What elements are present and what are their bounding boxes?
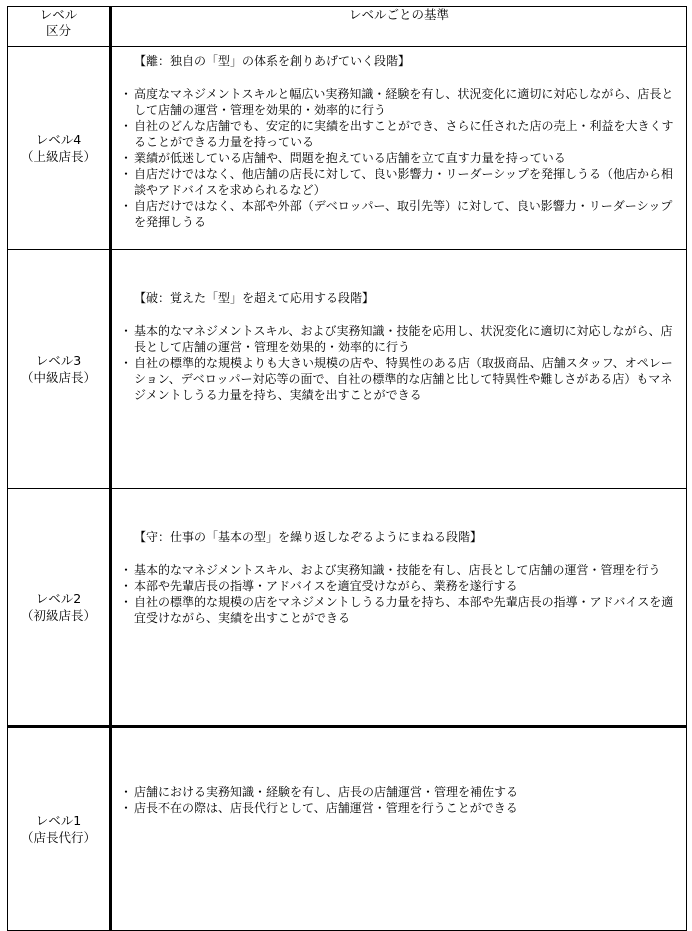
level-column-header-line1: レベル <box>39 7 78 22</box>
level-label-cell <box>8 489 111 727</box>
stage-heading: 【離：独自の「型」の体系を創りあげていく段階】 <box>134 54 411 68</box>
criteria-list <box>118 86 680 230</box>
stage-heading: 【破：覚えた「型」を超えて応用する段階】 <box>134 291 375 305</box>
level-criteria-cell <box>111 47 687 250</box>
bullet-icon: ・ <box>120 199 133 213</box>
level-name: レベル2 <box>35 591 82 606</box>
level-criteria-cell <box>111 250 687 489</box>
level-column-header-line2: 区分 <box>45 23 71 38</box>
criteria-item: ・ 自社の標準的な規模よりも大きい規模の店や、特異性のある店（取扱商品、店舗スタッフ、オペレーション、デベロッパー対応等の面で、自社の標準的な店舗と比して特異性や難しさがある店）もマネジメントしうる力量を持ち、実績を出すことができる <box>120 356 673 402</box>
bullet-icon: ・ <box>120 324 133 338</box>
level-label-cell <box>8 727 111 931</box>
level-row <box>8 489 687 727</box>
criteria-item: ・ 店長不在の際は、店長代行として、店舗運営・管理を行うことができる <box>120 801 518 815</box>
criteria-item: ・ 本部や先輩店長の指導・アドバイスを適宜受けながら、業務を遂行する <box>120 579 518 593</box>
criteria-item: ・ 業績が低迷している店舗や、問題を抱えている店舗を立て直す力量を持っている <box>120 151 566 165</box>
level-criteria-cell <box>111 727 687 931</box>
level-label-cell <box>8 47 111 250</box>
bullet-icon: ・ <box>120 167 133 181</box>
level-name: レベル4 <box>35 132 82 147</box>
bullet-icon: ・ <box>120 87 133 101</box>
criteria-item: ・ 店舗における実務知識・経験を有し、店長の店舗運営・管理を補佐する <box>120 785 519 799</box>
criteria-list <box>118 323 680 403</box>
bullet-icon: ・ <box>120 801 133 815</box>
bullet-icon: ・ <box>120 595 133 609</box>
criteria-item: ・ 高度なマネジメントスキルと幅広い実務知識・経験を有し、状況変化に適切に対応しながら、店長として店舗の運営・管理を効果的・効率的に行う <box>120 87 674 117</box>
criteria-item: ・ 自社のどんな店舗でも、安定的に実績を出すことができ、さらに任された店の売上・利益を大きくすることができる力量を持っている <box>120 119 674 149</box>
level-row <box>8 47 687 250</box>
level-criteria-table <box>7 6 687 931</box>
bullet-icon: ・ <box>120 563 133 577</box>
header-row <box>8 7 687 47</box>
criteria-list <box>118 562 680 626</box>
criteria-item: ・ 自店だけではなく、他店舗の店長に対して、良い影響力・リーダーシップを発揮しうる（他店から相談やアドバイスを求められるなど） <box>120 167 674 197</box>
criteria-item: ・ 基本的なマネジメントスキル、および実務知識・技能を有し、店長として店舗の運営・管理を行う <box>120 563 661 577</box>
bullet-icon: ・ <box>120 119 133 133</box>
criteria-item: ・ 自社の標準的な規模の店をマネジメントしうる力量を持ち、本部や先輩店長の指導・アドバイスを適宜受けながら、実績を出すことができる <box>120 595 674 625</box>
bullet-icon: ・ <box>120 579 133 593</box>
level-label-cell <box>8 250 111 489</box>
stage-heading: 【守：仕事の「基本の型」を繰り返しなぞるようにまねる段階】 <box>134 530 483 544</box>
level-criteria-cell <box>111 489 687 727</box>
level-row <box>8 250 687 489</box>
level-row <box>8 727 687 931</box>
criteria-list <box>118 784 680 816</box>
level-title: （中級店長） <box>20 370 96 385</box>
level-column-header <box>8 7 111 47</box>
criteria-column-header: レベルごとの基準 <box>111 7 687 47</box>
level-name: レベル3 <box>35 353 82 368</box>
level-title: （上級店長） <box>20 149 96 164</box>
criteria-item: ・ 基本的なマネジメントスキル、および実務知識・技能を応用し、状況変化に適切に対応しながら、店長として店舗の運営・管理を効果的・効率的に行う <box>120 324 673 354</box>
level-title: （初級店長） <box>20 608 96 623</box>
criteria-item: ・ 自店だけではなく、本部や外部（デベロッパー、取引先等）に対して、良い影響力・リーダーシップを発揮しうる <box>120 199 673 229</box>
bullet-icon: ・ <box>120 356 133 370</box>
level-title: （店長代行） <box>20 830 96 845</box>
bullet-icon: ・ <box>120 785 133 799</box>
level-name: レベル1 <box>35 813 82 828</box>
bullet-icon: ・ <box>120 151 133 165</box>
